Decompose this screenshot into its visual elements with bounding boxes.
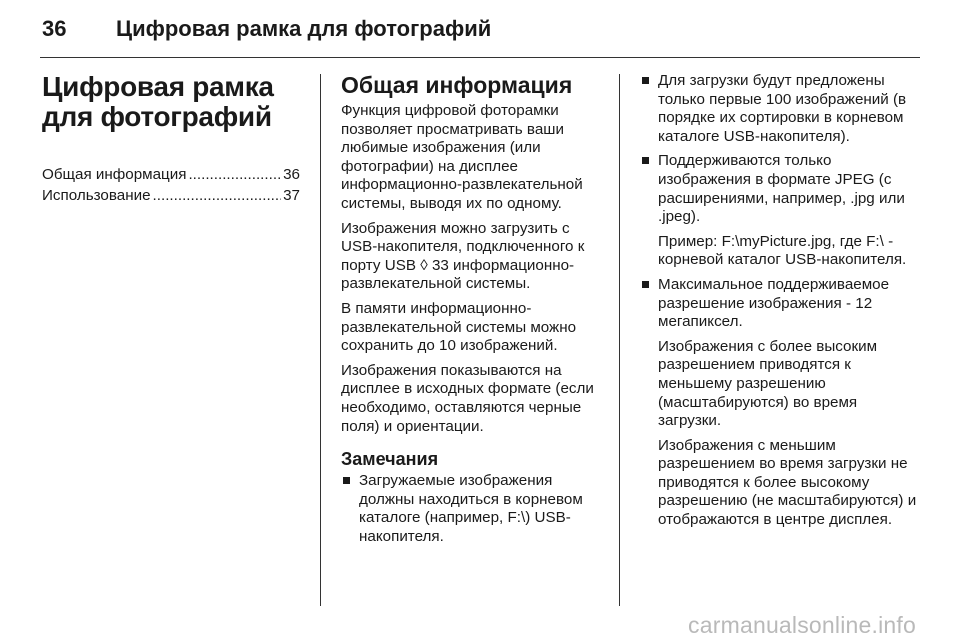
body-paragraph: Изображения показываются на дисплее в исходных формате (если необходимо, оставляются черные поля) и ориентации. [341,361,594,435]
header-rule [40,57,920,58]
body-paragraph: Функция цифровой фоторамки позволяет просматривать ваши любимые изображения (или фотографии) на дисплее информационно-развлекательной системы, выводя их по одному. [341,102,583,212]
page-number: 36 [42,16,67,41]
body-paragraph: В памяти информационно-развлекательной системы можно сохранить до 10 изображений. [341,299,577,355]
cross-reference-icon: ◊ [420,256,428,274]
section-title: Цифровая рамка для фотографий [42,71,274,132]
note-item: Поддерживаются только изображения в формате JPEG (с расширениями, например, .jpg или .jpeg). [640,152,920,226]
page-header [42,16,491,50]
table-of-contents [42,164,300,206]
cross-reference-text[interactable]: 33 информационно-развлекательной системы. [341,256,575,293]
toc-entry-page: 36 [283,166,300,183]
note-detail: Пример: F:\myPicture.jpg, где F:\ - корневой каталог USB-накопителя. [658,232,907,269]
note-item: Максимальное поддерживаемое разрешение изображения - 12 мегапиксел. [640,276,920,332]
left-column [42,72,300,206]
body-text: Изображения можно загрузить с USB-накопителя, подключенного к порту USB [341,219,585,274]
toc-leader-dots [153,185,282,206]
note-detail: Изображения с более высоким разрешением приводятся к меньшему разрешению (масштабируются) во время загрузки. [658,337,878,430]
section-heading: Общая информация [341,72,573,98]
watermark: carmanualsonline.info [688,612,916,638]
column-divider-right [619,74,620,606]
toc-entry[interactable] [42,164,300,185]
toc-entry-label: Общая информация [42,166,187,183]
toc-leader-dots [188,164,281,185]
toc-entry-page: 37 [283,187,300,204]
running-title: Цифровая рамка для фотографий [116,16,492,41]
toc-entry-label: Использование [42,187,151,204]
column-divider-left [320,74,321,606]
right-column [640,72,920,536]
note-item: Загружаемые изображения должны находиться в корневом каталоге (например, F:\) USB-накопителя. [341,472,603,546]
note-item: Для загрузки будут предложены только первые 100 изображений (в порядке их сортировки в корневом каталоге USB-накопителя). [640,72,920,146]
middle-column [341,72,603,552]
notes-heading: Замечания [341,449,439,470]
note-detail: Изображения с меньшим разрешением во время загрузки не приводятся к более высокому разрешению (не масштабируются) и отображаются в центре дисплея. [658,436,917,529]
body-paragraph [341,220,603,294]
toc-entry[interactable] [42,185,300,206]
